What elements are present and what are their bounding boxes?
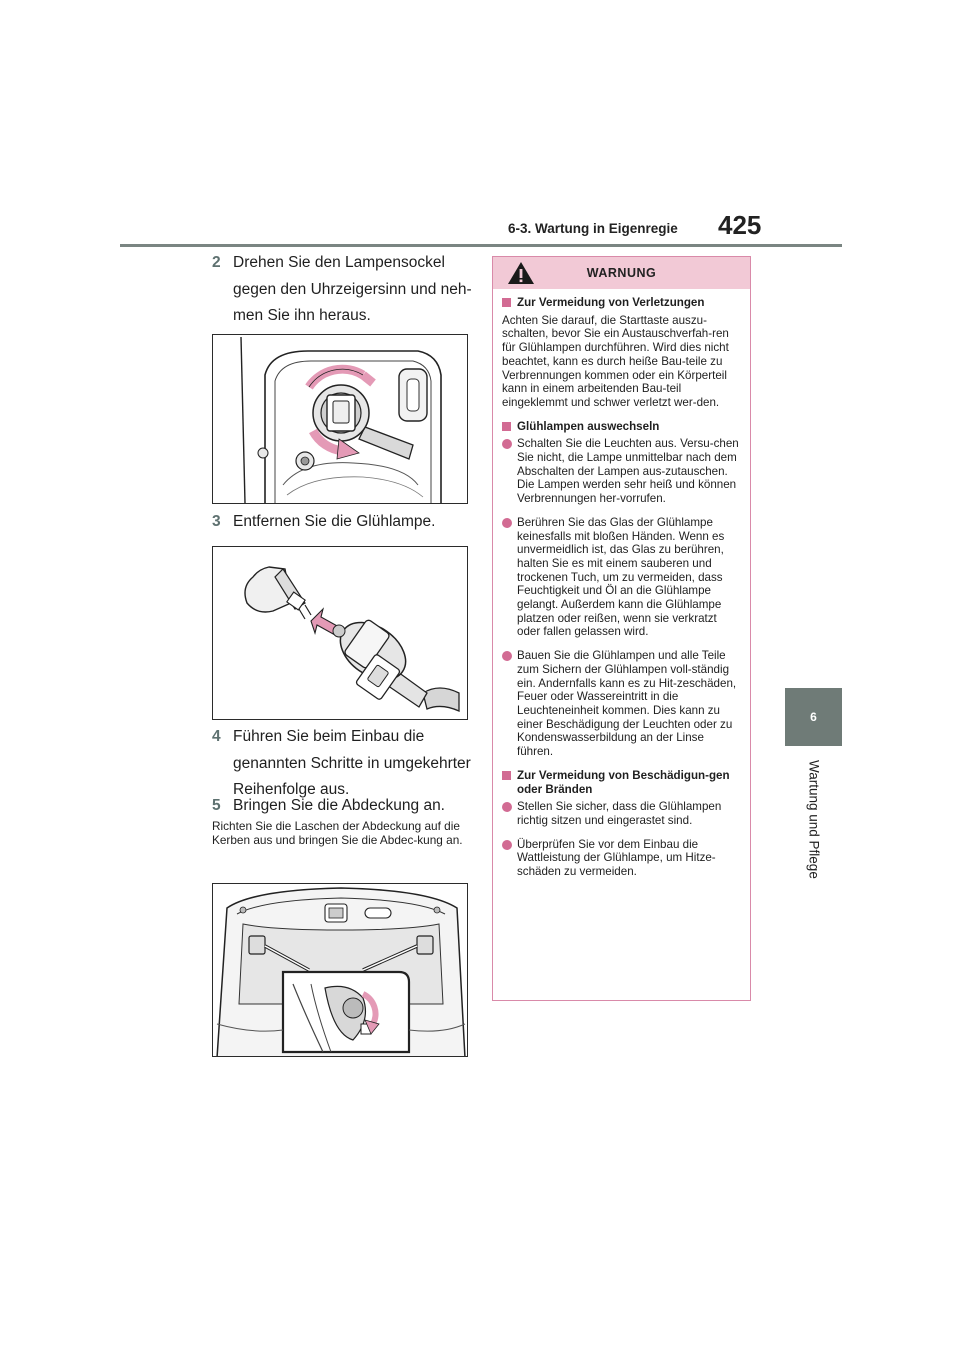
- circle-bullet-icon: [502, 439, 512, 449]
- warning-bullet: Bauen Sie die Glühlampen und alle Teile zum Sichern der Glühlampen voll-ständig ein. Andernfalls kann es zu Hit-zeschäden, Feuer oder Wassereintritt in die Leuchteneinheit kommen. Dies kann zu einer Beschädigung der Leuchten oder zu Kondenswasserbildung an der Linse führen.: [502, 649, 742, 759]
- circle-bullet-icon: [502, 518, 512, 528]
- figure-remove-bulb: [212, 546, 468, 720]
- cover-install-illustration: [213, 884, 468, 1057]
- warning-header: [493, 257, 750, 289]
- step-text-line: gegen den Uhrzeigersinn und neh-: [233, 280, 472, 298]
- figure-cover-install: [212, 883, 468, 1057]
- step-text-line: Entfernen Sie die Glühlampe.: [233, 513, 436, 530]
- warning-bullet: Stellen Sie sicher, dass die Glühlampen richtig sitzen und eingerastet sind.: [502, 800, 742, 827]
- square-bullet-icon: [502, 422, 511, 431]
- circle-bullet-icon: [502, 802, 512, 812]
- warning-section-heading: Zur Vermeidung von Verletzungen: [502, 296, 742, 310]
- step-text-line: Führen Sie beim Einbau die: [233, 728, 425, 745]
- step-2: [212, 252, 472, 328]
- step-5: [212, 795, 474, 818]
- warning-bullet: Schalten Sie die Leuchten aus. Versu-chen Sie nicht, die Lampe unmittelbar nach dem Abschalten der Lampen aus-zutauschen. Die Lampen werden sehr heiß und können Verbrennungen her-vorrufen.: [502, 437, 742, 506]
- warning-bullet: Überprüfen Sie vor dem Einbau die Wattleistung der Glühlampe, um Hitze-schäden zu vermeiden.: [502, 838, 742, 879]
- step-text-line: Bringen Sie die Abdeckung an.: [233, 797, 445, 814]
- warning-bullet: Berühren Sie das Glas der Glühlampe keinesfalls mit bloßen Händen. Wenn es unvermeidlich ist, das Glas zu berühren, halten Sie es mit einem sauberen und trockenen Tuch, um zu vermeiden, dass Feuchtigkeit und Öl an die Glühlampe gelangt. Außerdem kann die Glühlampe platzen oder reißen, wenn sie verkratzt oder fallen gelassen wird.: [502, 516, 742, 639]
- step-text-line: men Sie ihn heraus.: [233, 307, 371, 324]
- step-number: 4: [212, 728, 221, 745]
- step-text-line: Drehen Sie den Lampensockel: [233, 254, 445, 271]
- square-bullet-icon: [502, 298, 511, 307]
- remove-bulb-illustration: [213, 547, 468, 720]
- step-text-line: Reihenfolge aus.: [233, 781, 350, 798]
- step-number: 2: [212, 254, 221, 271]
- step-number: 3: [212, 513, 221, 530]
- cover-note: Richten Sie die Laschen der Abdeckung auf die Kerben aus und bringen Sie die Abdec-kung an.: [212, 819, 463, 847]
- figure-socket-rotation: [212, 334, 468, 504]
- header-divider: [120, 244, 842, 247]
- circle-bullet-icon: [502, 651, 512, 661]
- chapter-label-text: Wartung und Pflege: [806, 760, 822, 879]
- step-4: [212, 726, 474, 802]
- chapter-tab: 6: [785, 688, 842, 746]
- warning-title: WARNUNG: [586, 266, 657, 280]
- step-text-line: genannten Schritte in umgekehrter: [233, 754, 471, 772]
- step-number: 5: [212, 797, 221, 814]
- warning-paragraph: Achten Sie darauf, die Starttaste auszu-schalten, bevor Sie ein Austauschverfah-ren für Glühlampen durchführen. Wird dies nicht beachtet, kann es durch heiße Bau-teile zu Verbrennungen kommen oder ein Körperteil kann in einem arbeitenden Bau-teil eingeklemmt und schwer verletzt wer-den.: [502, 313, 729, 409]
- socket-rotation-illustration: [213, 335, 468, 504]
- circle-bullet-icon: [502, 840, 512, 850]
- warning-body: [493, 289, 750, 879]
- page-number: 425: [718, 210, 762, 240]
- warning-box: [492, 256, 751, 1001]
- step-3: [212, 511, 472, 534]
- section-title: 6-3. Wartung in Eigenregie: [508, 221, 678, 236]
- warning-section-heading: Zur Vermeidung von Beschädigun-gen oder Bränden: [502, 769, 742, 796]
- warning-section-heading: Glühlampen auswechseln: [502, 420, 742, 434]
- square-bullet-icon: [502, 771, 511, 780]
- chapter-label: [770, 760, 858, 890]
